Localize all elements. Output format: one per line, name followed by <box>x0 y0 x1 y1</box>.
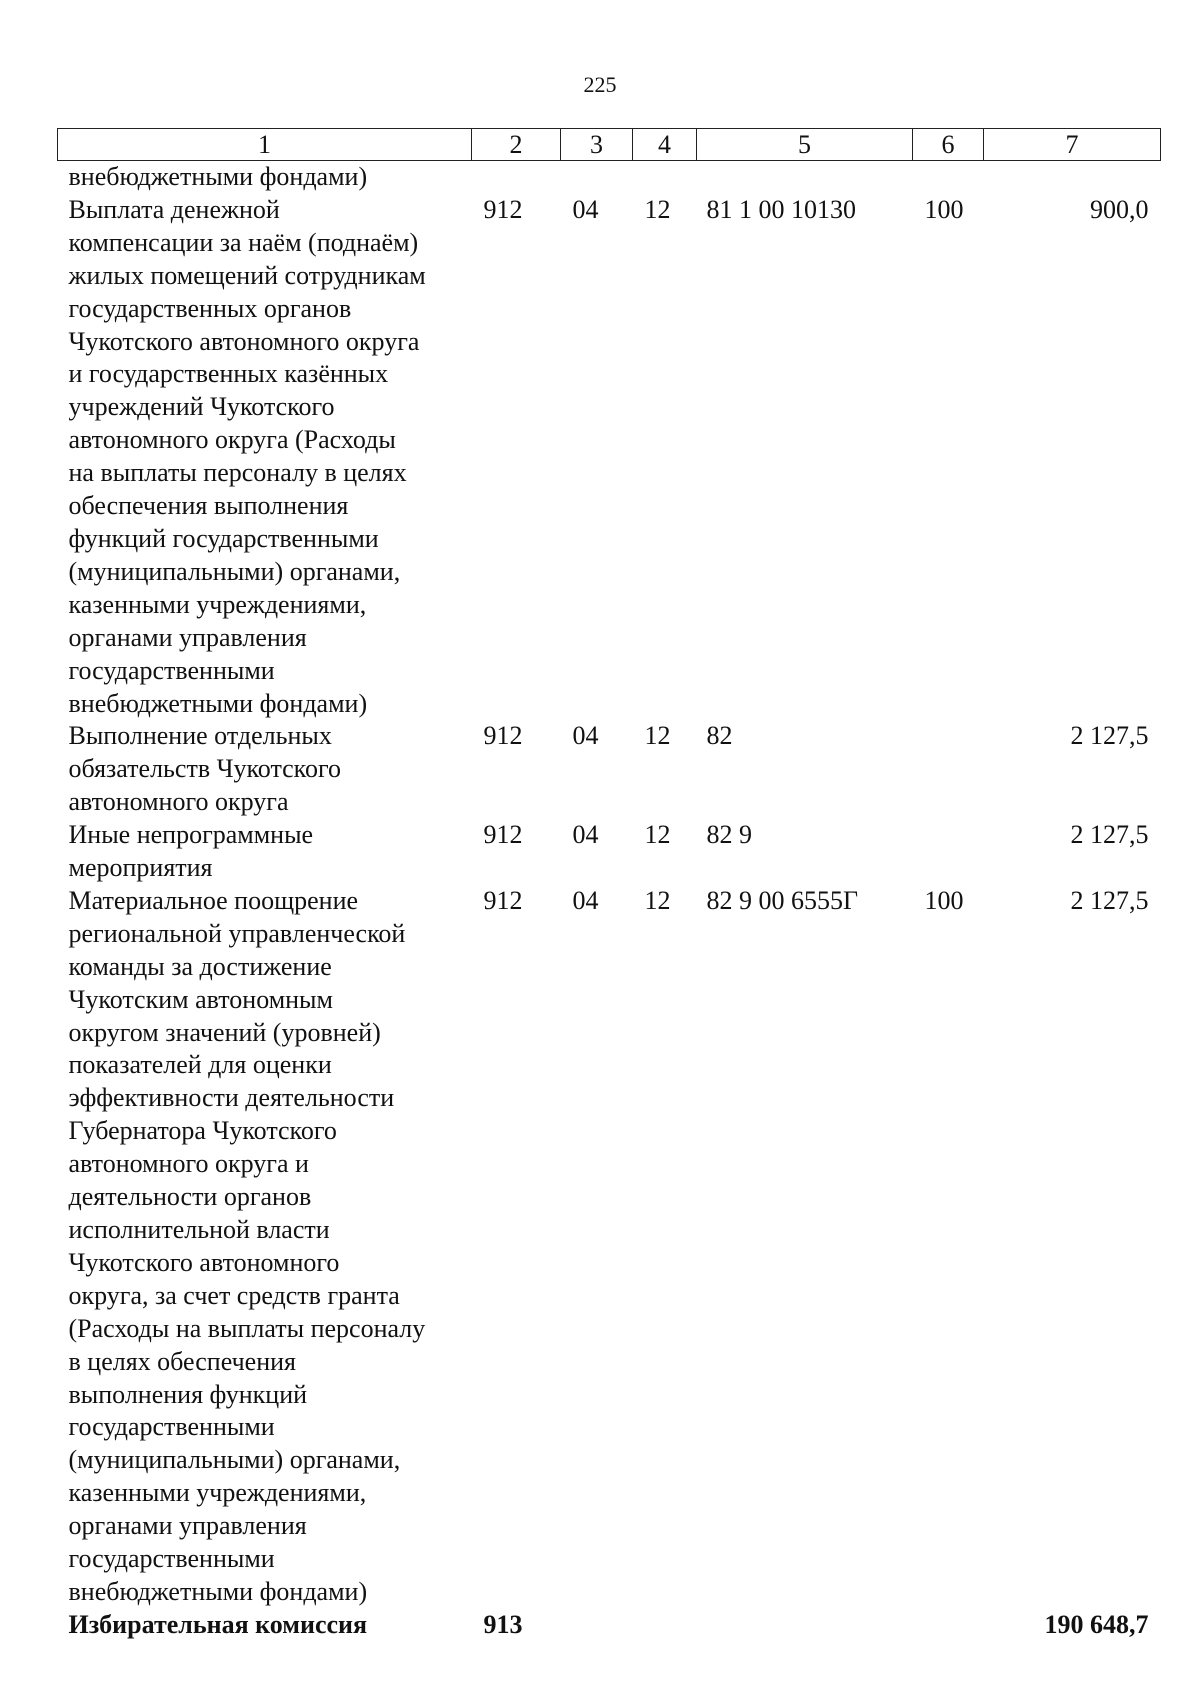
target-article-cell: 81 1 00 10130 <box>706 194 856 224</box>
table-row <box>58 194 1161 721</box>
budget-table <box>57 128 1161 1642</box>
table-row <box>58 885 1161 1609</box>
expense-type-cell <box>913 819 984 885</box>
target-article-cell <box>697 161 913 194</box>
table-row <box>58 819 1161 885</box>
subsection-cell: 12 <box>644 885 671 915</box>
admin-code-cell: 912 <box>483 721 523 751</box>
amount-cell: 2 127,5 <box>1070 721 1149 751</box>
table-row <box>58 161 1161 194</box>
table-body <box>58 161 1161 1642</box>
row-name-cell: Иные непрограммные мероприятия <box>68 820 314 883</box>
amount-cell: 2 127,5 <box>1070 820 1149 850</box>
amount-cell: 900,0 <box>1090 194 1149 224</box>
subsection-cell <box>633 161 697 194</box>
column-header-3: 3 <box>561 129 633 161</box>
subsection-cell: 12 <box>644 820 671 850</box>
section-cell: 04 <box>572 885 599 915</box>
section-cell: 04 <box>572 721 599 751</box>
column-header-6: 6 <box>913 129 984 161</box>
column-header-4: 4 <box>633 129 697 161</box>
expense-type-cell <box>913 161 984 194</box>
section-cell: 04 <box>572 820 599 850</box>
table-row <box>58 720 1161 819</box>
expense-type-cell: 100 <box>924 885 964 915</box>
section-cell: 04 <box>572 194 599 224</box>
table-row <box>58 1609 1161 1642</box>
amount-cell <box>984 161 1161 194</box>
expense-type-cell <box>913 1609 984 1642</box>
row-name-cell: Выполнение отдельных обязательств Чукотского автономного округа <box>68 721 342 817</box>
subsection-cell: 12 <box>644 721 671 751</box>
admin-code-cell: 912 <box>483 194 523 224</box>
page-number: 225 <box>583 72 617 97</box>
column-header-2: 2 <box>472 129 561 161</box>
section-cell <box>561 161 633 194</box>
amount-cell: 2 127,5 <box>1070 885 1149 915</box>
column-header-1: 1 <box>58 129 472 161</box>
column-header-7: 7 <box>984 129 1161 161</box>
subsection-cell <box>633 1609 697 1642</box>
target-article-cell: 82 <box>706 721 733 751</box>
row-name-cell: Выплата денежной компенсации за наём (поднаём) жилых помещений сотрудникам государственных органов Чукотского автономного округа и государственных казённых учреждений Чукотского автономного округа (Расходы на выплаты персоналу в целях обеспечения выполнения функций государственными (муниципальными) органами, казенными учреждениями, органами управления государственными внебюджетными фондами) <box>68 194 426 718</box>
admin-code-cell: 912 <box>483 820 523 850</box>
expense-type-cell: 100 <box>924 194 964 224</box>
row-name-cell: Материальное поощрение региональной управленческой команды за достижение Чукотским автономным округом значений (уровней) показателей для оценки эффективности деятельности Губернатора Чукотского автономного округа и деятельности органов исполнительной власти Чукотского автономного округа, за счет средств гранта (Расходы на выплаты персоналу в целях обеспечения выполнения функций государственными (муниципальными) органами, казенными учреждениями, органами управления государственными внебюджетными фондами) <box>68 885 426 1606</box>
admin-code-cell: 913 <box>483 1609 523 1639</box>
section-cell <box>561 1609 633 1642</box>
row-name-cell: внебюджетными фондами) <box>68 162 368 191</box>
amount-cell: 190 648,7 <box>1044 1609 1149 1639</box>
header-row <box>58 129 1161 161</box>
subsection-cell: 12 <box>644 194 671 224</box>
admin-code-cell: 912 <box>483 885 523 915</box>
admin-code-cell <box>472 161 561 194</box>
row-name-cell: Избирательная комиссия <box>68 1609 368 1639</box>
column-header-5: 5 <box>697 129 913 161</box>
expense-type-cell <box>913 720 984 819</box>
target-article-cell: 82 9 00 6555Г <box>706 885 859 915</box>
target-article-cell: 82 9 <box>706 820 752 850</box>
target-article-cell <box>697 1609 913 1642</box>
